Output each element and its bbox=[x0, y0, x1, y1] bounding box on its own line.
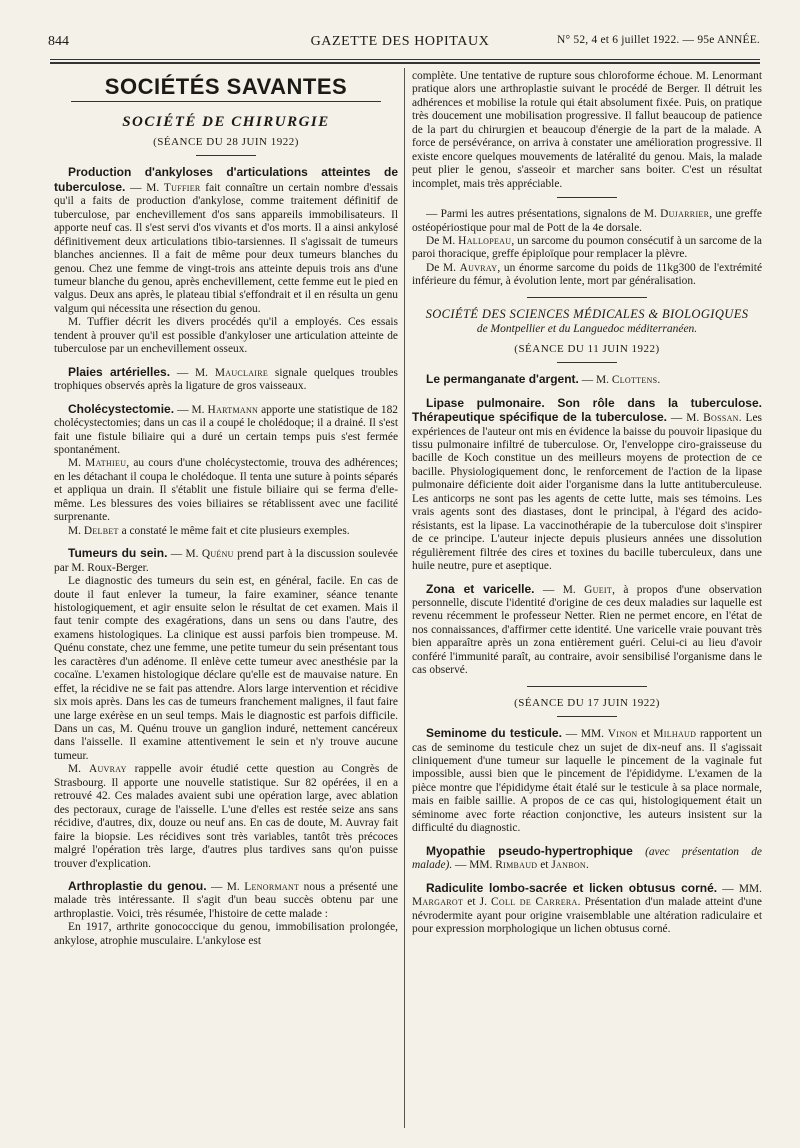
author-name: Rimbaud bbox=[495, 859, 538, 872]
divider bbox=[196, 155, 256, 156]
article-title: Tumeurs du sein. bbox=[68, 546, 168, 561]
author-name: Janbon bbox=[551, 859, 586, 872]
divider bbox=[557, 362, 617, 363]
article-plaies: Plaies artérielles. — M. Mauclaire signale quelques troubles trophiques observés après la ligature de gros vaisseaux. bbox=[54, 364, 398, 393]
divider bbox=[527, 297, 647, 298]
paragraph: M. Tuffier décrit les divers procédés qu'il a employés. Ces essais tendent à prouver qu'il est possible d'ankyloser une articulation atteinte de tuberculose par un enchevillement osseux. bbox=[54, 316, 398, 356]
author-name: Milhaud bbox=[653, 728, 697, 741]
article-tumeurs-sein: Tumeurs du sein. — M. Quénu prend part à la discussion soulevée par M. Roux-Berger. bbox=[54, 546, 398, 574]
author-name: Clottens bbox=[611, 374, 658, 387]
section-rule bbox=[71, 101, 381, 102]
journal-title: GAZETTE DES HOPITAUX bbox=[310, 34, 490, 49]
paragraph: complète. Une tentative de rupture sous chloroforme échoue. M. Lenormant pratique alors une arthroplastie suivant le procédé de Berger. Il détruit les adhérences et mobilise la rotule qui était absolument fixée. Puis, on pratique très doucement une mobilisation progressive. Il fallut beaucoup de patience de la part du chirurgien et beaucoup d'énergie de la part de la malade. A force de persévérance, on arriva à constater une amélioration progressive. Il existe encore quelques mouvements de latéralité du genou. Mais, la malade peut plier le genou, s'asseoir et marcher sans boiter. C'est un résultat incomplet, mais très appréciable. bbox=[412, 70, 762, 190]
left-column bbox=[54, 70, 398, 948]
author-name: Tuffier bbox=[163, 181, 201, 194]
article-zona: Zona et varicelle. — M. Gueit, à propos d'une observation personnelle, discute l'identité d'origine de ces deux maladies sur laquelle est revenu récemment le professeur Netter. Rien ne permet encore, en l'état de nos connaissances, d'affirmer cette identité. Une varicelle vraie pouvant très bien apparaître après un zona entièrement guéri. Celui-ci au lieu d'avoir conféré l'immunité paraît, au contraire, avoir sensibilisé l'organisme dans le cas observé. bbox=[412, 581, 762, 677]
session-date: (SÉANCE DU 17 JUIN 1922) bbox=[514, 696, 660, 709]
article-permanganate: Le permanganate d'argent. — M. Clottens. bbox=[426, 372, 661, 387]
article-arthroplastie: Arthroplastie du genou. — M. Lenormant nous a présenté une malade très intéressante. Il s'agit d'un beau succès obtenu par une arthroplastie. Voici, très résumée, l'histoire de cette malade : bbox=[54, 879, 398, 920]
article-title: Production d'ankyloses d'articulations atteintes de tuberculose. bbox=[54, 165, 398, 194]
society-subtitle: de Montpellier et du Languedoc méditerranéen. bbox=[476, 323, 698, 336]
author-name: Coll de Carrera bbox=[491, 896, 578, 909]
author-name: Hartmann bbox=[207, 403, 259, 416]
paragraph: — Parmi les autres présentations, signalons de M. Dujarrier, une greffe ostéopériostique pour mal de Pott de la 4e dorsale. bbox=[412, 208, 762, 234]
paragraph: En 1917, arthrite gonococcique du genou, immobilisation prolongée, ankylose, atrophie musculaire. L'ankylose est bbox=[54, 921, 398, 947]
article-title: Seminome du testicule. bbox=[426, 726, 562, 741]
divider bbox=[557, 197, 617, 198]
header-rule bbox=[50, 59, 760, 60]
author-name: Lenormant bbox=[244, 881, 300, 894]
author-name: Gueit bbox=[584, 583, 613, 596]
author-name: Quénu bbox=[201, 548, 234, 561]
article-title: Arthroplastie du genou. bbox=[68, 879, 207, 894]
article-myopathie: Myopathie pseudo-hypertrophique (avec présentation de malade). — MM. Rimbaud et Janbon. bbox=[412, 843, 762, 872]
paragraph: M. Auvray rappelle avoir étudié cette question au Congrès de Strasbourg. Il apporte une nouvelle statistique. Sur 82 opérées, il en a retrouvé 42. Ces malades avaient subi une opération large, avec ablation des pectoraux, curage de l'aisselle. L'une d'elles est restée seize ans sans récidive, d'autres, dix, douze ou neuf ans. En cas de doute, M. Auvray fait faire la biopsie. Les récidives sont très variables, tantôt très précoces malgré l'opération très large, d'autres plus tardives sans qu'on puisse trouver d'explication. bbox=[54, 763, 398, 870]
article-seminome: Seminome du testicule. — MM. Vinon et Milhaud rapportent un cas de seminome du testicule chez un sujet de dix-neuf ans. Il s'agissait cliniquement d'une tumeur sur laquelle le pincement de la vaginale fut impossible, aussi bien que le pincement de l'épididyme. L'examen de la pièce montre que l'épididyme était étalé sur le testicule à sa place normale, mais en faible saillie. A propos de ce cas qui, histologiquement était un séminome avec forte réaction conjonctive, les auteurs insistent sur la difficulté du diagnostic. bbox=[412, 726, 762, 835]
author-name: Dujarrier bbox=[660, 208, 710, 221]
paragraph: De M. Hallopeau, un sarcome du poumon consécutif à un sarcome de la paroi thoracique, greffe épiploïque pour remplacer la plèvre. bbox=[412, 234, 762, 261]
author-name: Bossan bbox=[703, 412, 739, 425]
article-title: Le permanganate d'argent. bbox=[426, 372, 579, 387]
header-rule-thick bbox=[50, 62, 760, 64]
society-title: SOCIÉTÉ DE CHIRURGIE bbox=[122, 114, 330, 131]
issue-info: N° 52, 4 et 6 juillet 1922. — 95e ANNÉE. bbox=[557, 34, 760, 46]
article-title: Cholécystectomie. bbox=[68, 401, 175, 416]
paragraph: Le diagnostic des tumeurs du sein est, en général, facile. En cas de doute il faut enlever la tumeur, la faire examiner, séance tenante histologiquement, et agir ensuite selon le résultat de cet examen. Mais il faut tenir compte des exagérations, dans un sens ou dans l'autre, des examens histologiques. La clinique est aussi parfois bien trompeuse. M. Quénu constate, chez une femme, une petite tumeur du sein présentant tous les caractères d'un adénome. Il enlève cette tumeur avec anesthésie par la cocaïne. L'examen histologique déclare qu'elle est de mauvaise nature. En effet, la récidive ne se fait pas attendre. Alors large intervention et récidive six mois après. Dans les cas de tumeurs franchement malignes, il faut faire une large exérèse en un seul temps. Mais le diagnostic est parfois difficile. Dans un cas, M. Quénu trouve un ganglion induré, nettement cancéreux dans l'aisselle. Il examine attentivement le sein et n'y trouve aucune tumeur. bbox=[54, 575, 398, 762]
author-name: Delbet bbox=[83, 524, 119, 537]
column-divider bbox=[404, 68, 405, 1128]
paragraph: M. Mathieu, au cours d'une cholécystectomie, trouva des adhérences; en les détachant il coupa le cholédoque. Il tenta une suture à points séparés et appliqua un drain. Il s'établit une fistule biliaire qui se ferma d'elle-même. Les blessures des voies biliaires se rétablissent avec une facilité surprenante. bbox=[54, 457, 399, 524]
right-column bbox=[412, 70, 762, 936]
article-title: Zona et varicelle. bbox=[426, 581, 535, 596]
paragraph: De M. Auvray, un énorme sarcome du poids de 11kg300 de l'extrémité inférieure du fémur, à évolution lente, mort par généralisation. bbox=[412, 261, 763, 288]
paragraph: M. Delbet a constaté le même fait et cite plusieurs exemples. bbox=[68, 524, 350, 537]
article-cholecystectomie: Cholécystectomie. — M. Hartmann apporte une statistique de 182 cholécystectomies; dans un cas il a coupé le cholédoque; il a drainé. Il s'est fait une fistule biliaire qui a duré un certain temps puis s'est fermée spontanément. bbox=[54, 401, 398, 456]
session-date: (SÉANCE DU 28 JUIN 1922) bbox=[153, 135, 299, 148]
divider bbox=[557, 716, 617, 717]
author-name: Mathieu bbox=[85, 457, 127, 470]
session-date: (SÉANCE DU 11 JUIN 1922) bbox=[514, 342, 660, 355]
author-name: Mauclaire bbox=[214, 366, 269, 379]
article-title: Myopathie pseudo-hypertrophique bbox=[426, 843, 633, 858]
article-title: Plaies artérielles. bbox=[68, 364, 171, 379]
article-lipase: Lipase pulmonaire. Son rôle dans la tuberculose. Thérapeutique spécifique de la tuberculose. — M. Bossan. Les expériences de l'auteur ont mis en évidence la baisse du pouvoir lipasique du tissu pulmonaire infiltré de tuberculose. Or, l'enveloppe ciro-graisseuse du bacille de Koch constitue un des meilleurs moyens de protection de ce bacille. Physiologiquement donc, le renforcement de l'action de la lipase pulmonaire déficiente doit aider l'organisme dans la lutte antituberculeuse. Les anticorps ne sont pas les agents de cette lutte, mais ses témoins. Les vrais agents sont des diastases, dont le principal, à l'égard des acido-résistants, est la lipase. La vaccinothérapie de la tuberculose doit s'inspirer de ce principe. L'auteur injecte depuis plusieurs années une dissolution régulièrement filtrée des cires et toxines du bacille tuberculeux, dans une huile neutre, pure et aseptique. bbox=[412, 395, 762, 573]
society-title: SOCIÉTÉ DES SCIENCES MÉDICALES & BIOLOGIQUES bbox=[425, 306, 749, 321]
author-name: Auvray bbox=[88, 763, 127, 776]
author-name: Auvray bbox=[459, 261, 498, 274]
article-title: Lipase pulmonaire. Son rôle dans la tuberculose. Thérapeutique spécifique de la tuberculose. bbox=[412, 395, 762, 425]
page-number: 844 bbox=[48, 34, 69, 49]
page-header bbox=[40, 34, 760, 56]
divider bbox=[527, 686, 647, 687]
section-title: SOCIÉTÉS SAVANTES bbox=[104, 74, 348, 99]
author-name: Margarot bbox=[412, 896, 464, 909]
article-radiculite: Radiculite lombo-sacrée et licken obtusus corné. — MM. Margarot et J. Coll de Carrera. Présentation d'un malade atteint d'une névrodermite ayant pour origine vraisemblable une altération radiculaire et pour expression morphologique un lichen obtusus corné. bbox=[412, 880, 762, 936]
author-name: Vinon bbox=[607, 728, 638, 741]
article-ankyloses: Production d'ankyloses d'articulations atteintes de tuberculose. — M. Tuffier fait connaître un certain nombre d'essais qu'il a faits de production d'ankylose, comme traitement définitif de tuberculose, par enchevillement d'os sans appareils immobilisateurs. Il apporte neuf cas. Il s'est servi d'os vivants et d'os morts. Il a ainsi ankylosé définitivement deux articulations tibio-tarsiennes. Il s'agissait de tumeurs blanches anciennes. Il a fait de même pour deux tumeurs blanches du genou. Chez une femme de vingt-trois ans atteinte depuis trois ans d'une tumeur blanche du genou, après enchevillement, cette femme eut le pied en valgus. Deux ans après, le plateau tibial s'effondrait et il en résulta un genu valgum qui nécessita une résection du genou. bbox=[54, 165, 398, 315]
article-title: Radiculite lombo-sacrée et licken obtusus corné. bbox=[426, 880, 718, 895]
author-name: Hallopeau bbox=[458, 234, 512, 247]
